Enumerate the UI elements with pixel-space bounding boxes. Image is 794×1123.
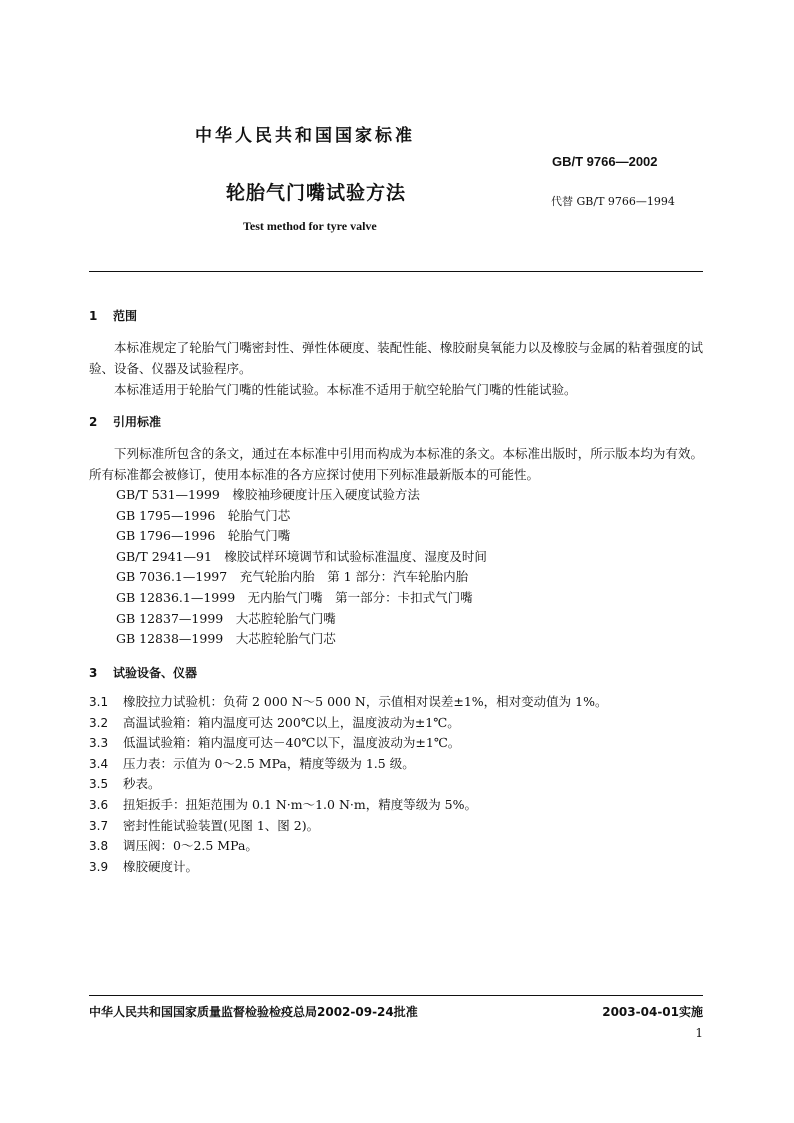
reference-item: GB 1796—1996 轮胎气门嘴 [116, 528, 291, 544]
reference-item: GB 7036.1—1997 充气轮胎内胎 第 1 部分：汽车轮胎内胎 [116, 569, 469, 585]
section-number: 2 [89, 415, 98, 429]
item-text: 调压阀：0～2.5 MPa。 [123, 838, 258, 854]
section-3-heading [89, 664, 197, 681]
item-text: 低温试验箱：箱内温度可达－40℃以下，温度波动为±1℃。 [123, 735, 461, 751]
english-title: Test method for tyre valve [243, 219, 377, 233]
list-item [89, 795, 607, 816]
section-title: 试验设备、仪器 [113, 666, 198, 680]
page-number: 1 [695, 1026, 703, 1040]
org-title: 中华人民共和国国家标准 [195, 126, 415, 146]
item-text: 扭矩扳手：扭矩范围为 0.1 N·m～1.0 N·m，精度等级为 5%。 [123, 796, 478, 812]
item-number: 3.3 [89, 736, 109, 751]
reference-item: GB 12837—1999 大芯腔轮胎气门嘴 [116, 610, 336, 626]
list-item [89, 733, 607, 754]
item-number: 3.9 [89, 859, 109, 874]
paragraph: 下列标准所包含的条文，通过在本标准中引用而构成为本标准的条文。本标准出版时，所示版本均为有效。所有标准都会被修订，使用本标准的各方应探讨使用下列标准最新版本的可能性。 [89, 446, 703, 482]
header-divider [89, 271, 703, 272]
item-number: 3.5 [89, 777, 109, 792]
replaces-note: 代替 GB/T 9766—1994 [551, 195, 675, 208]
paragraph: 本标准适用于轮胎气门嘴的性能试验。本标准不适用于航空轮胎气门嘴的性能试验。 [114, 382, 577, 397]
footer-divider [89, 995, 703, 996]
section-title: 引用标准 [113, 415, 162, 429]
paragraph: 本标准规定了轮胎气门嘴密封性、弹性体硬度、装配性能、橡胶耐臭氧能力以及橡胶与金属的粘着强度的试验、设备、仪器及试验程序。 [89, 340, 703, 376]
reference-item: GB/T 531—1999 橡胶袖珍硬度计压入硬度试验方法 [116, 487, 420, 502]
section-1-heading [89, 307, 137, 324]
item-text: 压力表：示值为 0～2.5 MPa，精度等级为 1.5 级。 [123, 755, 415, 771]
item-number: 3.2 [89, 715, 109, 730]
item-number: 3.7 [89, 818, 109, 833]
reference-item: GB 12836.1—1999 无内胎气门嘴 第一部分：卡扣式气门嘴 [116, 589, 473, 605]
list-item [89, 692, 607, 713]
list-item [89, 754, 607, 775]
item-number: 3.6 [89, 797, 109, 812]
reference-list [116, 485, 487, 650]
item-text: 橡胶硬度计。 [123, 858, 199, 874]
section-number: 1 [89, 309, 98, 323]
item-number: 3.1 [89, 695, 109, 709]
section-title: 范围 [113, 309, 138, 323]
document-title: 轮胎气门嘴试验方法 [226, 182, 407, 204]
implementation-date: 2003-04-01实施 [602, 1005, 703, 1019]
list-item [89, 816, 607, 837]
list-item [89, 836, 607, 857]
section-2-intro [89, 443, 703, 485]
list-item [89, 713, 607, 734]
item-number: 3.8 [89, 839, 109, 854]
list-item [89, 857, 607, 878]
section-1-body [89, 337, 703, 400]
item-text: 高温试验箱：箱内温度可达 200℃以上，温度波动为±1℃。 [123, 714, 460, 730]
approval-line: 中华人民共和国国家质量监督检验检疫总局2002-09-24批准 [89, 1005, 418, 1019]
list-item [89, 774, 607, 795]
item-text: 橡胶拉力试验机：负荷 2 000 N～5 000 N，示值相对误差±1%，相对变动值为 1%。 [123, 694, 608, 709]
reference-item: GB/T 2941—91 橡胶试样环境调节和试验标准温度、湿度及时间 [116, 548, 487, 564]
section-2-heading [89, 413, 161, 430]
item-number: 3.4 [89, 756, 109, 771]
item-text: 密封性能试验装置(见图 1、图 2)。 [123, 817, 320, 833]
standard-number: GB/T 9766—2002 [552, 154, 658, 169]
equipment-list [89, 692, 607, 877]
item-text: 秒表。 [123, 776, 161, 792]
reference-item: GB 1795—1996 轮胎气门芯 [116, 507, 291, 523]
reference-item: GB 12838—1999 大芯腔轮胎气门芯 [116, 631, 336, 647]
section-number: 3 [89, 666, 98, 680]
